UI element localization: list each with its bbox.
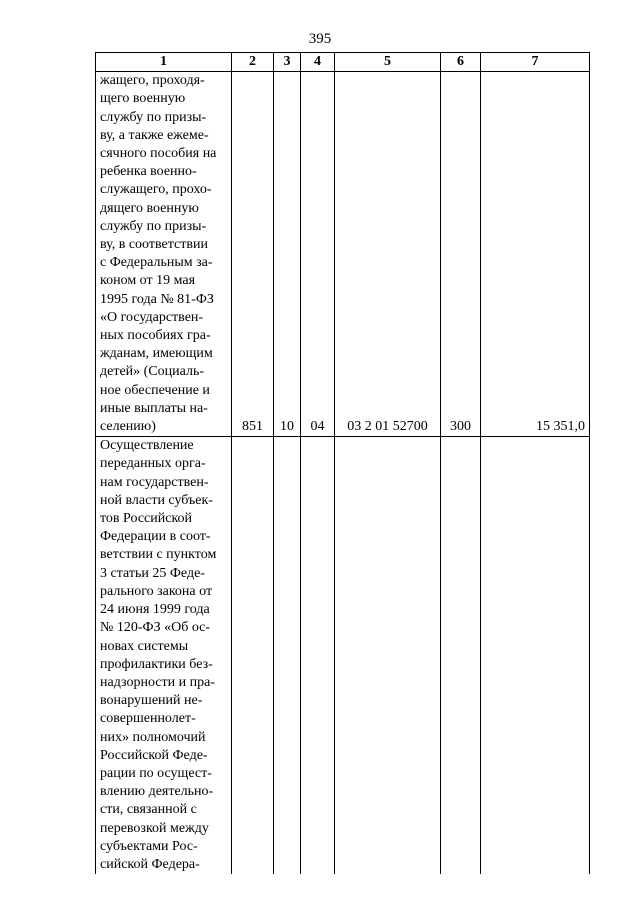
row-target-item-code: 03 2 01 52700: [335, 72, 441, 437]
column-header-row: [96, 53, 590, 72]
table-row: [96, 437, 590, 874]
row-target-item-code: [335, 437, 441, 874]
row-amount: [481, 437, 590, 874]
row-expense-type-code: [441, 437, 481, 874]
row-description: Осуществление переданных орга- нам государствен- ной власти субъек- тов Российской Федерации в соот- ветствии с пунктом 3 статьи 25 Феде- рального закона от 24 июня 1999 года № 120-ФЗ «Об ос- новах системы профилактики без- надзорности и пра- вонарушений не- совершеннолет- них» полномочий Российской Феде- рации по осущест- влению деятельно- сти, связанной с перевозкой между субъектами Рос- сийской Федера-: [96, 437, 232, 874]
row-expense-type-code: 300: [441, 72, 481, 437]
row-amount: 15 351,0: [481, 72, 590, 437]
column-header-4: 4: [301, 53, 335, 72]
row-description: жащего, проходя- щего военную службу по призы- ву, а также ежеме- сячного пособия на ребенка военно- служащего, прохо- дящего военную службу по призы- ву, в соответствии с Федеральным за- коном от 19 мая 1995 года № 81-ФЗ «О государствен- ных пособиях гра- жданам, имеющим детей» (Социаль- ное обеспечение и иные выплаты на- селению): [96, 72, 232, 437]
column-header-7: 7: [481, 53, 590, 72]
row-subsection-code: [301, 437, 335, 874]
page-number: 395: [308, 31, 332, 47]
column-header-3: 3: [274, 53, 301, 72]
row-ministry-code: [232, 437, 274, 874]
row-ministry-code: 851: [232, 72, 274, 437]
column-header-5: 5: [335, 53, 441, 72]
table-row: [96, 72, 590, 437]
budget-table: [95, 52, 590, 874]
column-header-2: 2: [232, 53, 274, 72]
column-header-1: 1: [96, 53, 232, 72]
row-section-code: [274, 437, 301, 874]
column-header-6: 6: [441, 53, 481, 72]
row-subsection-code: 04: [301, 72, 335, 437]
row-section-code: 10: [274, 72, 301, 437]
